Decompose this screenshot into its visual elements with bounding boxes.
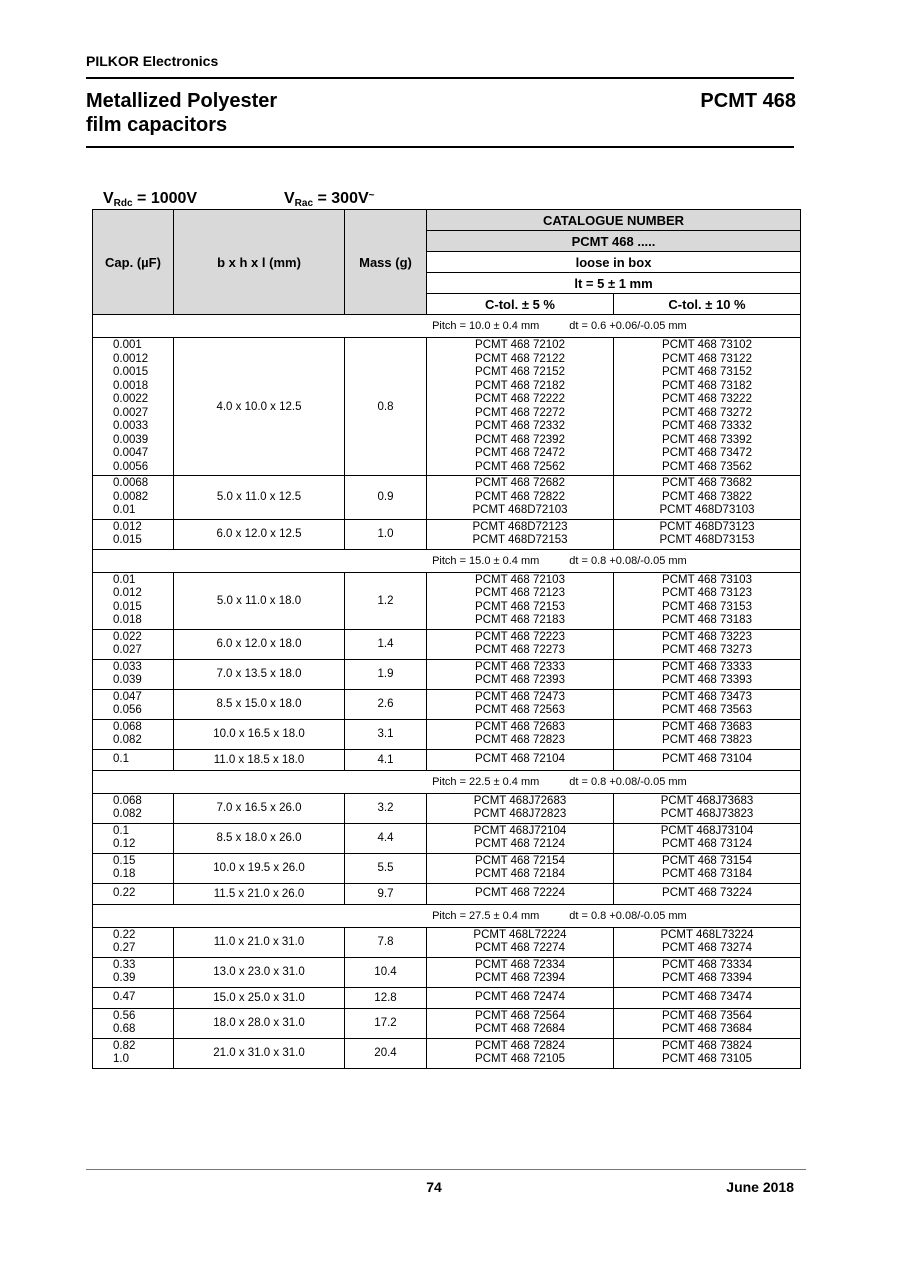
catalogue-numbers-tol10 (614, 927, 801, 957)
cap-values (93, 927, 174, 957)
catalogue-number: PCMT 468 73104 (662, 752, 752, 765)
mass: 1.0 (345, 519, 427, 549)
dimensions: 5.0 x 11.0 x 12.5 (174, 476, 345, 520)
dimensions: 18.0 x 28.0 x 31.0 (174, 1008, 345, 1038)
cap-value: 0.56 (113, 1009, 136, 1022)
pitch-spec: Pitch = 22.5 ± 0.4 mm (432, 775, 540, 788)
cap-value: 0.001 (113, 339, 142, 351)
catalogue-number: PCMT 468 73472 (662, 447, 752, 459)
catalogue-numbers-tol10 (614, 519, 801, 549)
cap-values (93, 793, 174, 823)
catalogue-number: PCMT 468 73392 (662, 433, 752, 446)
cap-value: 0.0018 (113, 379, 149, 392)
table-row (93, 987, 801, 1008)
cap-value: 0.056 (113, 704, 142, 716)
cap-value: 0.022 (113, 630, 142, 643)
catalogue-numbers-tol5 (427, 793, 614, 823)
catalogue-numbers-tol5 (427, 1038, 614, 1068)
cap-values (93, 719, 174, 749)
catalogue-numbers-tol10 (614, 659, 801, 689)
cap-values (93, 689, 174, 719)
page-number: 74 (426, 1179, 442, 1195)
catalogue-numbers-tol10 (614, 689, 801, 719)
table-row (93, 957, 801, 987)
catalogue-number: PCMT 468 73333 (662, 660, 752, 673)
catalogue-number: PCMT 468 73153 (662, 600, 752, 613)
catalogue-numbers-tol10 (614, 823, 801, 853)
table-row (93, 476, 801, 520)
table-row (93, 338, 801, 476)
title-line-1: Metallized Polyester (86, 90, 278, 112)
header-series: PCMT 468 ..... (427, 231, 801, 252)
mass: 4.1 (345, 749, 427, 770)
dimensions: 8.5 x 18.0 x 26.0 (174, 823, 345, 853)
catalogue-number: PCMT 468 72334 (475, 958, 565, 971)
catalogue-number: PCMT 468 73683 (662, 720, 752, 733)
dimensions: 7.0 x 16.5 x 26.0 (174, 793, 345, 823)
catalogue-number: PCMT 468 73684 (662, 1023, 752, 1035)
catalogue-number: PCMT 468J73683 (660, 794, 754, 807)
cap-value: 0.27 (113, 942, 136, 954)
cap-value: 0.1 (113, 752, 129, 765)
table-row (93, 883, 801, 904)
catalogue-number: PCMT 468 73273 (662, 644, 752, 656)
pitch-row (93, 904, 801, 927)
cap-value: 0.68 (113, 1023, 136, 1035)
catalogue-numbers-tol10 (614, 987, 801, 1008)
mass: 0.9 (345, 476, 427, 520)
cap-value: 0.12 (113, 838, 136, 850)
cap-values (93, 659, 174, 689)
catalogue-number: PCMT 468 73184 (662, 868, 752, 880)
pitch-row (93, 770, 801, 793)
catalogue-number: PCMT 468 72184 (475, 868, 565, 880)
title-rule (86, 146, 794, 148)
catalogue-number: PCMT 468 72563 (475, 704, 565, 716)
catalogue-number: PCMT 468 73393 (662, 674, 752, 686)
catalogue-number: PCMT 468D72103 (472, 504, 568, 516)
mass: 0.8 (345, 338, 427, 476)
catalogue-numbers-tol5 (427, 519, 614, 549)
mass: 4.4 (345, 823, 427, 853)
header-tol-5: C-tol. ± 5 % (427, 294, 614, 315)
catalogue-number: PCMT 468J72104 (473, 824, 567, 837)
cap-value: 0.01 (113, 504, 136, 516)
mass: 7.8 (345, 927, 427, 957)
cap-value: 0.47 (113, 990, 136, 1003)
dimensions: 15.0 x 25.0 x 31.0 (174, 987, 345, 1008)
mass: 3.1 (345, 719, 427, 749)
cap-value: 0.18 (113, 868, 136, 880)
cap-values (93, 823, 174, 853)
catalogue-numbers-tol10 (614, 338, 801, 476)
table-row (93, 629, 801, 659)
lead-diameter-spec: dt = 0.8 +0.08/-0.05 mm (569, 554, 687, 567)
catalogue-number: PCMT 468 72393 (475, 674, 565, 686)
cap-value: 0.018 (113, 614, 142, 626)
cap-values (93, 629, 174, 659)
catalogue-numbers-tol5 (427, 749, 614, 770)
catalogue-number: PCMT 468 73154 (662, 854, 752, 867)
cap-value: 0.012 (113, 587, 142, 599)
catalogue-numbers-tol10 (614, 883, 801, 904)
catalogue-number: PCMT 468 73332 (662, 420, 752, 432)
cap-value: 0.0056 (113, 460, 149, 473)
catalogue-number: PCMT 468 72473 (475, 690, 565, 703)
catalogue-numbers-tol5 (427, 629, 614, 659)
cap-values (93, 519, 174, 549)
cap-value: 0.068 (113, 794, 142, 807)
cap-value: 0.0039 (113, 433, 149, 446)
mass: 10.4 (345, 957, 427, 987)
catalogue-number: PCMT 468D72153 (472, 534, 568, 546)
cap-value: 0.015 (113, 600, 142, 613)
dimensions: 7.0 x 13.5 x 18.0 (174, 659, 345, 689)
cap-values (93, 1008, 174, 1038)
catalogue-number: PCMT 468 72824 (475, 1039, 565, 1052)
dimensions: 6.0 x 12.0 x 18.0 (174, 629, 345, 659)
voltage-ratings (103, 190, 375, 209)
header-mass: Mass (g) (345, 210, 427, 315)
cap-value: 0.22 (113, 928, 136, 941)
vrac-rating: $V_{Rac} = 300V^\sim$ (284, 190, 375, 209)
catalogue-number: PCMT 468 73563 (662, 704, 752, 716)
table-row (93, 519, 801, 549)
dimensions: 11.5 x 21.0 x 26.0 (174, 883, 345, 904)
title-line-2: film capacitors (86, 114, 228, 136)
pitch-spec: Pitch = 15.0 ± 0.4 mm (432, 554, 540, 567)
catalogue-numbers-tol10 (614, 476, 801, 520)
table-row (93, 719, 801, 749)
cap-value: 0.0068 (113, 477, 149, 489)
catalogue-number: PCMT 468 72562 (475, 460, 565, 473)
catalogue-number: PCMT 468 72822 (475, 490, 565, 503)
mass: 5.5 (345, 853, 427, 883)
catalogue-numbers-tol5 (427, 572, 614, 629)
cap-values (93, 1038, 174, 1068)
catalogue-number: PCMT 468 72224 (475, 886, 565, 899)
table-row (93, 793, 801, 823)
cap-value: 0.15 (113, 854, 136, 867)
catalogue-number: PCMT 468D73123 (659, 520, 755, 533)
cap-value: 0.0027 (113, 406, 149, 419)
table-row (93, 1038, 801, 1068)
catalogue-number: PCMT 468D72123 (472, 520, 568, 533)
cap-value: 0.082 (113, 734, 142, 746)
catalogue-number: PCMT 468 72105 (475, 1053, 565, 1065)
header-cap: Cap. (µF) (93, 210, 174, 315)
header-dimensions: b x h x l (mm) (174, 210, 345, 315)
catalogue-number: PCMT 468 72823 (475, 734, 565, 746)
footer-date: June 2018 (726, 1179, 794, 1195)
cap-value: 0.033 (113, 660, 142, 673)
lead-diameter-spec: dt = 0.8 +0.08/-0.05 mm (569, 909, 687, 922)
catalogue-number: PCMT 468 72182 (475, 379, 565, 392)
mass: 9.7 (345, 883, 427, 904)
header-tol-10: C-tol. ± 10 % (614, 294, 801, 315)
cap-value: 0.0015 (113, 366, 149, 378)
catalogue-body (93, 315, 801, 1069)
catalogue-number: PCMT 468 73182 (662, 379, 752, 392)
cap-values (93, 987, 174, 1008)
catalogue-number: PCMT 468 72274 (475, 942, 565, 954)
catalogue-numbers-tol5 (427, 987, 614, 1008)
catalogue-number: PCMT 468 73102 (662, 339, 752, 351)
pitch-spec: Pitch = 10.0 ± 0.4 mm (432, 320, 540, 332)
mass: 1.4 (345, 629, 427, 659)
lead-diameter-spec: dt = 0.6 +0.06/-0.05 mm (569, 320, 687, 332)
catalogue-number: PCMT 468 72102 (475, 339, 565, 351)
dimensions: 13.0 x 23.0 x 31.0 (174, 957, 345, 987)
company-name: PILKOR Electronics (86, 53, 219, 69)
header-packaging: loose in box (427, 252, 801, 273)
catalogue-number: PCMT 468 72183 (475, 614, 565, 626)
catalogue-number: PCMT 468 72564 (475, 1009, 565, 1022)
catalogue-number: PCMT 468 73122 (662, 352, 752, 365)
cap-value: 0.33 (113, 958, 136, 971)
catalogue-numbers-tol5 (427, 719, 614, 749)
catalogue-number: PCMT 468 73274 (662, 942, 752, 954)
table-row (93, 572, 801, 629)
lead-diameter-spec: dt = 0.8 +0.08/-0.05 mm (569, 775, 687, 788)
catalogue-number: PCMT 468 72272 (475, 406, 565, 419)
catalogue-number: PCMT 468 73562 (662, 460, 752, 473)
catalogue-number: PCMT 468 73223 (662, 630, 752, 643)
dimensions: 10.0 x 16.5 x 18.0 (174, 719, 345, 749)
catalogue-number: PCMT 468 72104 (475, 752, 565, 765)
cap-value: 0.01 (113, 573, 136, 586)
cap-value: 0.047 (113, 690, 142, 703)
catalogue-number: PCMT 468 72122 (475, 352, 565, 365)
catalogue-numbers-tol5 (427, 883, 614, 904)
catalogue-number: PCMT 468 73824 (662, 1039, 752, 1052)
header-rule (86, 77, 794, 79)
table-row (93, 749, 801, 770)
catalogue-number: PCMT 468 72124 (475, 838, 565, 850)
mass: 20.4 (345, 1038, 427, 1068)
catalogue-number: PCMT 468 73394 (662, 972, 752, 984)
pitch-row (93, 549, 801, 572)
cap-value: 0.0082 (113, 490, 149, 503)
catalogue-number: PCMT 468 72153 (475, 600, 565, 613)
catalogue-numbers-tol10 (614, 572, 801, 629)
table-row (93, 927, 801, 957)
catalogue-number: PCMT 468 72103 (475, 573, 565, 586)
header-lead-length: lt = 5 ± 1 mm (427, 273, 801, 294)
cap-values (93, 883, 174, 904)
catalogue-number: PCMT 468 73183 (662, 614, 752, 626)
cap-value: 0.39 (113, 972, 136, 984)
cap-value: 1.0 (113, 1053, 129, 1065)
catalogue-number: PCMT 468 72392 (475, 433, 565, 446)
catalogue-number: PCMT 468J72683 (473, 794, 567, 807)
catalogue-number: PCMT 468 73334 (662, 958, 752, 971)
catalogue-number: PCMT 468 73473 (662, 690, 752, 703)
catalogue-number: PCMT 468 73103 (662, 573, 752, 586)
header-catalogue-number: CATALOGUE NUMBER (427, 210, 801, 231)
catalogue-number: PCMT 468 73123 (662, 587, 752, 599)
catalogue-number: PCMT 468 73682 (662, 477, 752, 489)
catalogue-number: PCMT 468 73272 (662, 406, 752, 419)
catalogue-number: PCMT 468 72332 (475, 420, 565, 432)
catalogue-number: PCMT 468 73822 (662, 490, 752, 503)
catalogue-number: PCMT 468D73103 (659, 504, 755, 516)
cap-value: 0.22 (113, 886, 136, 899)
catalogue-number: PCMT 468 72474 (475, 990, 565, 1003)
mass: 1.2 (345, 572, 427, 629)
cap-value: 0.082 (113, 808, 142, 820)
dimensions: 11.0 x 21.0 x 31.0 (174, 927, 345, 957)
cap-values (93, 476, 174, 520)
catalogue-number: PCMT 468 72273 (475, 644, 565, 656)
catalogue-table (92, 209, 801, 1069)
catalogue-numbers-tol10 (614, 793, 801, 823)
product-code: PCMT 468 (700, 90, 796, 112)
cap-values (93, 853, 174, 883)
mass: 12.8 (345, 987, 427, 1008)
catalogue-numbers-tol5 (427, 338, 614, 476)
cap-value: 0.039 (113, 674, 142, 686)
catalogue-numbers-tol10 (614, 957, 801, 987)
cap-value: 0.068 (113, 720, 142, 733)
catalogue-numbers-tol10 (614, 853, 801, 883)
catalogue-number: PCMT 468 72684 (475, 1023, 565, 1035)
dimensions: 8.5 x 15.0 x 18.0 (174, 689, 345, 719)
catalogue-number: PCMT 468J73104 (660, 824, 754, 837)
catalogue-numbers-tol10 (614, 1038, 801, 1068)
catalogue-number: PCMT 468D73153 (659, 534, 755, 546)
mass: 1.9 (345, 659, 427, 689)
catalogue-number: PCMT 468 72394 (475, 972, 565, 984)
cap-value: 0.1 (113, 824, 129, 837)
cap-value: 0.027 (113, 644, 142, 656)
document-title (86, 89, 277, 137)
cap-values (93, 957, 174, 987)
mass: 3.2 (345, 793, 427, 823)
pitch-spec: Pitch = 27.5 ± 0.4 mm (432, 909, 540, 922)
dimensions: 21.0 x 31.0 x 31.0 (174, 1038, 345, 1068)
catalogue-number: PCMT 468 72222 (475, 393, 565, 405)
catalogue-numbers-tol5 (427, 823, 614, 853)
catalogue-number: PCMT 468 72683 (475, 720, 565, 733)
cap-value: 0.0047 (113, 447, 149, 459)
catalogue-number: PCMT 468 73222 (662, 393, 752, 405)
catalogue-numbers-tol5 (427, 957, 614, 987)
catalogue-number: PCMT 468 72682 (475, 477, 565, 489)
dimensions: 4.0 x 10.0 x 12.5 (174, 338, 345, 476)
table-row (93, 1008, 801, 1038)
cap-value: 0.0012 (113, 352, 149, 365)
dimensions: 10.0 x 19.5 x 26.0 (174, 853, 345, 883)
cap-value: 0.015 (113, 534, 142, 546)
catalogue-number: PCMT 468 72123 (475, 587, 565, 599)
table-row (93, 689, 801, 719)
catalogue-number: PCMT 468J73823 (660, 808, 754, 820)
mass: 17.2 (345, 1008, 427, 1038)
catalogue-numbers-tol5 (427, 1008, 614, 1038)
catalogue-number: PCMT 468 72333 (475, 660, 565, 673)
cap-values (93, 749, 174, 770)
catalogue-number: PCMT 468 73105 (662, 1053, 752, 1065)
catalogue-number: PCMT 468 73224 (662, 886, 752, 899)
catalogue-number: PCMT 468L72224 (473, 928, 567, 941)
dimensions: 6.0 x 12.0 x 12.5 (174, 519, 345, 549)
cap-value: 0.82 (113, 1039, 136, 1052)
cap-value: 0.0033 (113, 420, 149, 432)
vrdc-rating: $V_{Rdc} = 1000V$ (103, 190, 198, 209)
catalogue-number: PCMT 468J72823 (473, 808, 567, 820)
cap-values (93, 338, 174, 476)
catalogue-number: PCMT 468 73152 (662, 366, 752, 378)
catalogue-number: PCMT 468 73474 (662, 990, 752, 1003)
cap-values (93, 572, 174, 629)
catalogue-number: PCMT 468L73224 (660, 928, 754, 941)
mass: 2.6 (345, 689, 427, 719)
catalogue-numbers-tol5 (427, 853, 614, 883)
catalogue-numbers-tol5 (427, 689, 614, 719)
catalogue-numbers-tol10 (614, 1008, 801, 1038)
catalogue-numbers-tol5 (427, 659, 614, 689)
catalogue-numbers-tol5 (427, 476, 614, 520)
table-row (93, 659, 801, 689)
dimensions: 5.0 x 11.0 x 18.0 (174, 572, 345, 629)
catalogue-numbers-tol5 (427, 927, 614, 957)
catalogue-numbers-tol10 (614, 749, 801, 770)
table-row (93, 853, 801, 883)
catalogue-number: PCMT 468 73124 (662, 838, 752, 850)
catalogue-number: PCMT 468 73564 (662, 1009, 752, 1022)
pitch-row (93, 315, 801, 338)
catalogue-number: PCMT 468 72154 (475, 854, 565, 867)
catalogue-number: PCMT 468 73823 (662, 734, 752, 746)
catalogue-numbers-tol10 (614, 719, 801, 749)
catalogue-numbers-tol10 (614, 629, 801, 659)
catalogue-number: PCMT 468 72152 (475, 366, 565, 378)
table-row (93, 823, 801, 853)
catalogue-number: PCMT 468 72472 (475, 447, 565, 459)
dimensions: 11.0 x 18.5 x 18.0 (174, 749, 345, 770)
cap-value: 0.0022 (113, 393, 149, 405)
footer-rule (86, 1169, 806, 1170)
cap-value: 0.012 (113, 520, 142, 533)
catalogue-number: PCMT 468 72223 (475, 630, 565, 643)
